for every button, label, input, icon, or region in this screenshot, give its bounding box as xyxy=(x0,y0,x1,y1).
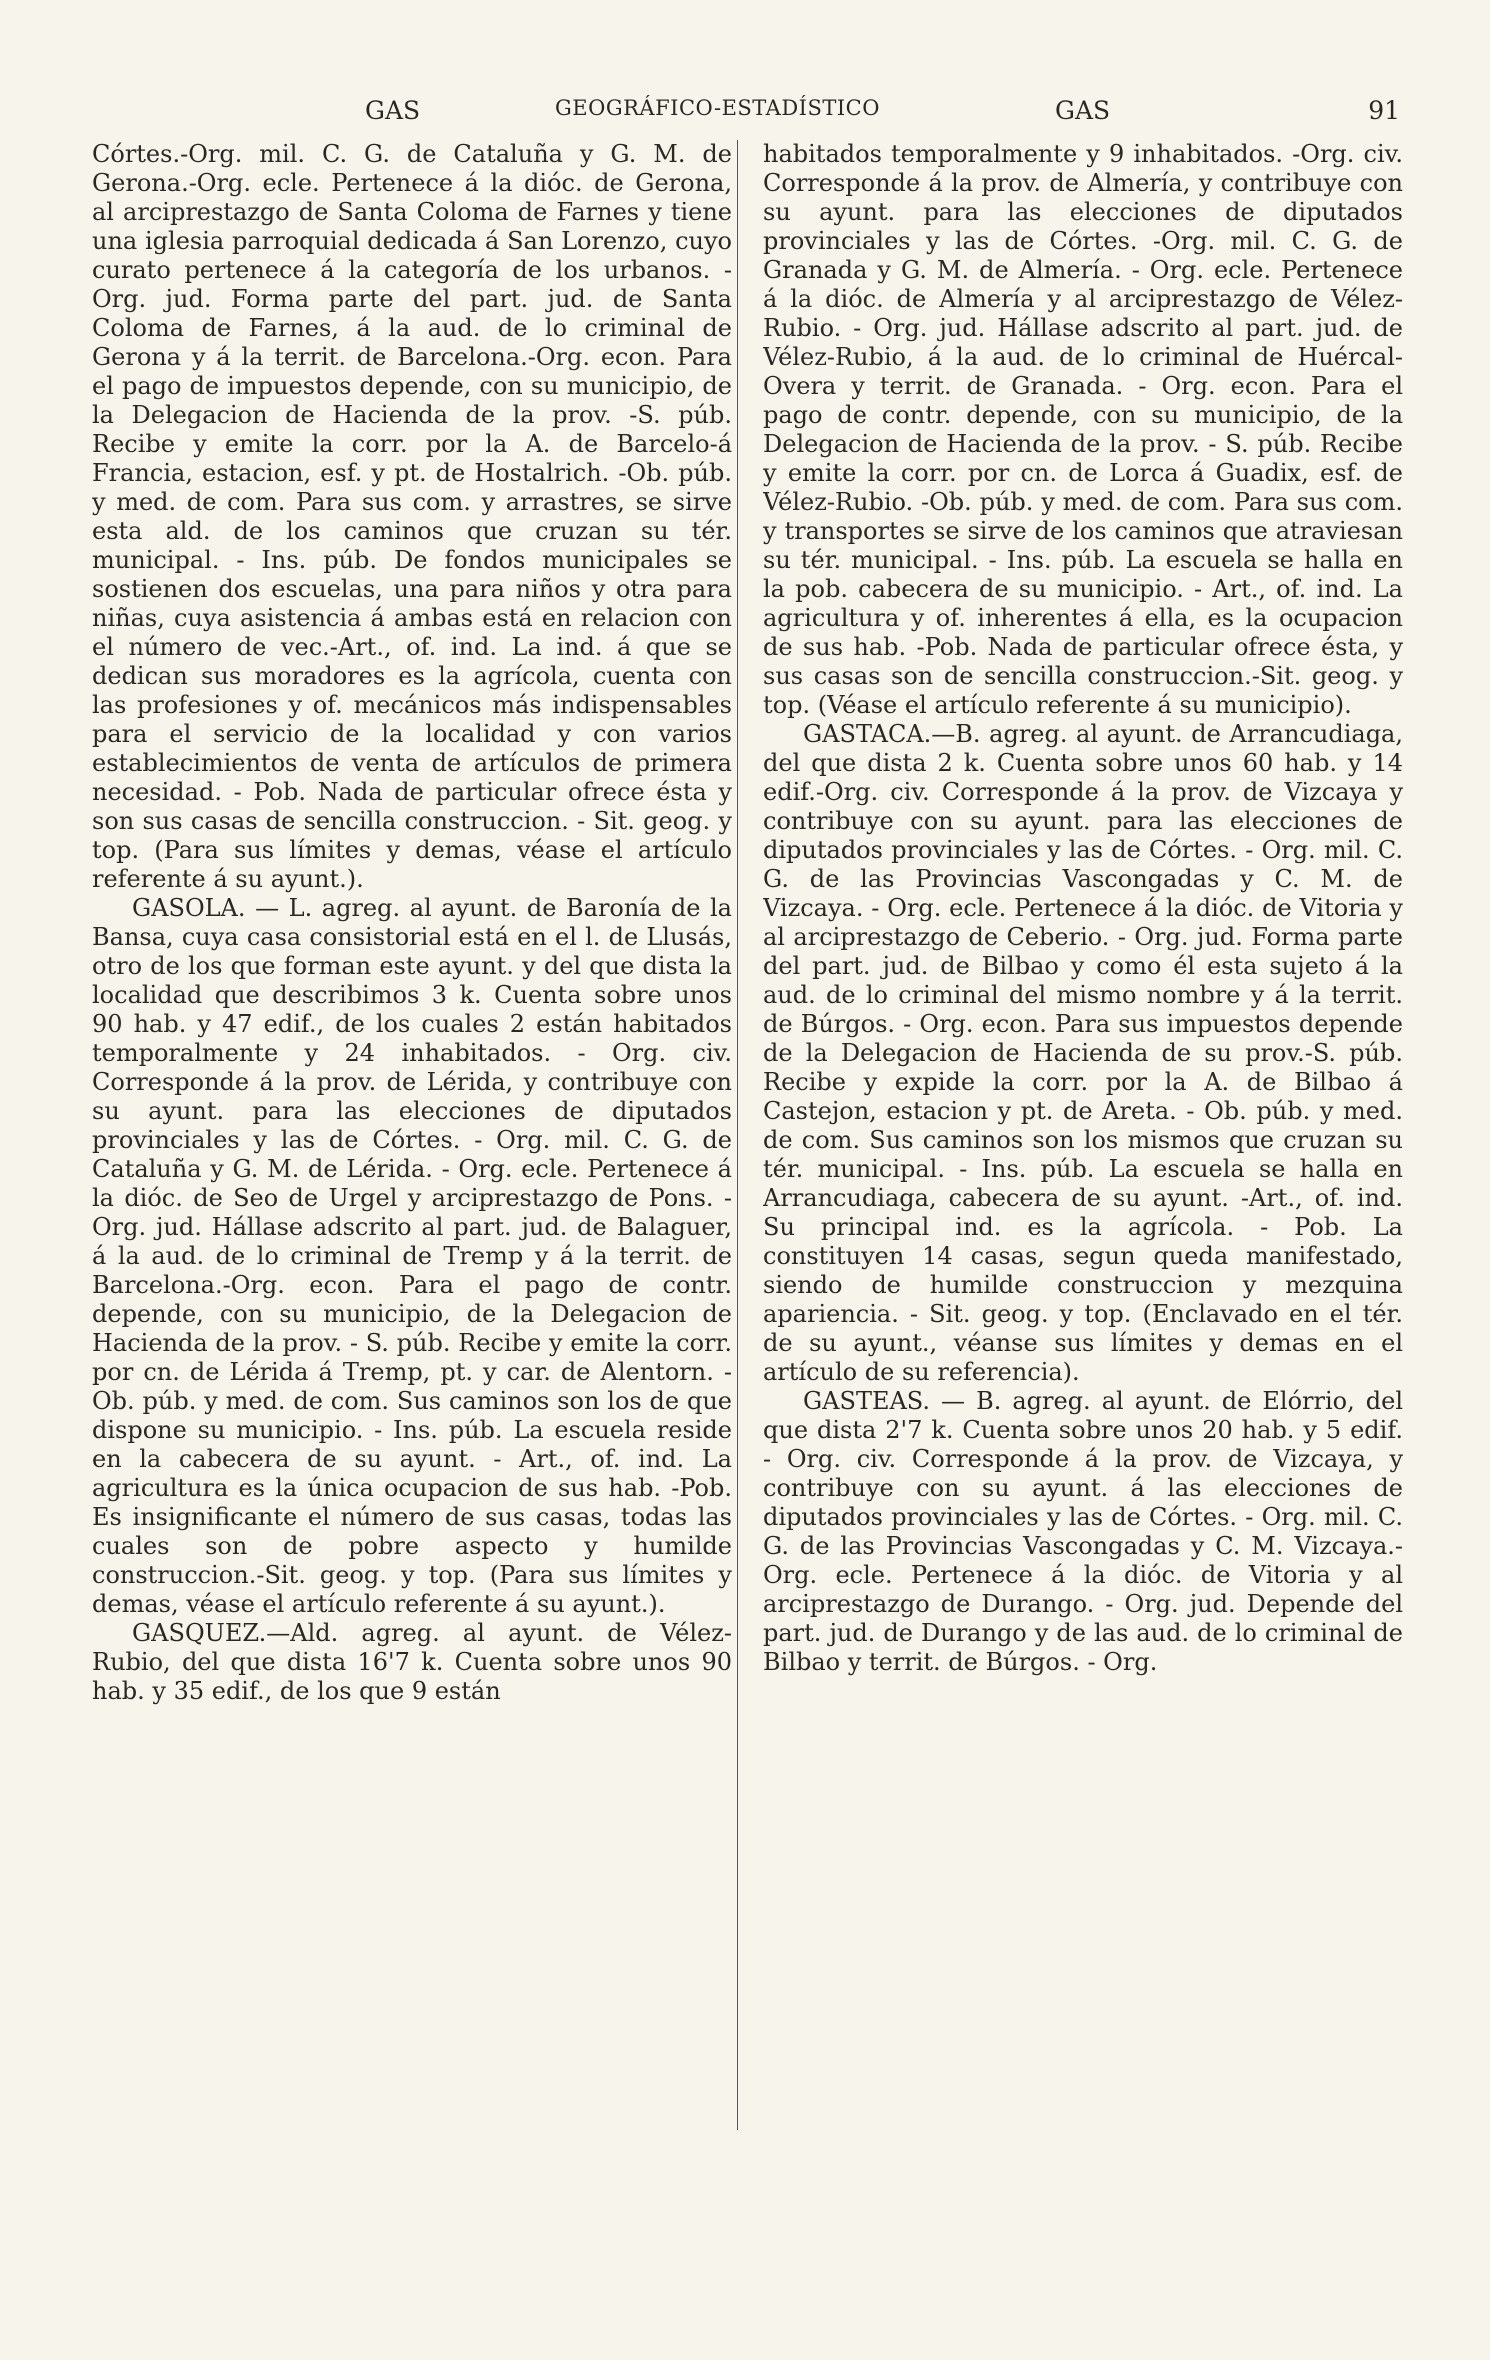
header-center-title: GEOGRÁFICO-ESTADÍSTICO xyxy=(555,96,880,120)
running-header xyxy=(90,96,1400,136)
right-column xyxy=(763,140,1403,2340)
header-right-word: GAS xyxy=(1055,96,1111,125)
entry-paragraph: habitados temporalmente y 9 inhabitados. -Org. civ. Corresponde á la prov. de Almería, y contribuye con su ayunt. para las elecciones de diputados provinciales y las de Córtes. -Org. mil. C. G. de Granada y G. M. de Almería. - Org. ecle. Pertenece á la dióc. de Almería y al arciprestazgo de Vélez-Rubio. - Org. jud. Hállase adscrito al part. jud. de Vélez-Rubio, á la aud. de lo criminal de Huércal-Overa y territ. de Granada. - Org. econ. Para el pago de contr. depende, con su municipio, de la Delegacion de Hacienda de la prov. - S. púb. Recibe y emite la corr. por cn. de Lorca á Guadix, esf. de Vélez-Rubio. -Ob. púb. y med. de com. Para sus com. y transportes se sirve de los caminos que atraviesan su tér. municipal. - Ins. púb. La escuela se halla en la pob. cabecera de su municipio. - Art., of. ind. La agricultura y of. inherentes á ella, es la ocupacion de sus hab. -Pob. Nada de particular ofrece ésta, y sus casas son de sencilla construccion.-Sit. geog. y top. (Véase el artículo referente á su municipio). xyxy=(763,140,1403,719)
entry-paragraph: GASTACA.—B. agreg. al ayunt. de Arrancudiaga, del que dista 2 k. Cuenta sobre unos 60 hab. y 14 edif.-Org. civ. Corresponde á la prov. de Vizcaya y contribuye con su ayunt. para las elecciones de diputados provinciales y las de Córtes. - Org. mil. C. G. de las Provincias Vascongadas y C. M. de Vizcaya. - Org. ecle. Pertenece á la dióc. de Vitoria y al arciprestazgo de Ceberio. - Org. jud. Forma parte del part. jud. de Bilbao y como él esta sujeto á la aud. de lo criminal del mismo nombre y á la territ. de Búrgos. - Org. econ. Para sus impuestos depende de la Delegacion de Hacienda de su prov.-S. púb. Recibe y expide la corr. por la A. de Bilbao á Castejon, estacion y pt. de Areta. - Ob. púb. y med. de com. Sus caminos son los mismos que cruzan su tér. municipal. - Ins. púb. La escuela se halla en Arrancudiaga, cabecera de su ayunt. -Art., of. ind. Su principal ind. es la agrícola. - Pob. La constituyen 14 casas, segun queda manifestado, siendo de humilde construccion y mezquina apariencia. - Sit. geog. y top. (Enclavado en el tér. de su ayunt., véanse sus límites y demas en el artículo de su referencia). xyxy=(763,720,1403,1386)
entry-paragraph: GASOLA. — L. agreg. al ayunt. de Baronía de la Bansa, cuya casa consistorial está en el l. de Llusás, otro de los que forman este ayunt. y del que dista la localidad que describimos 3 k. Cuenta sobre unos 90 hab. y 47 edif., de los cuales 2 están habitados temporalmente y 24 inhabitados. - Org. civ. Corresponde á la prov. de Lérida, y contribuye con su ayunt. para las elecciones de diputados provinciales y las de Córtes. - Org. mil. C. G. de Cataluña y G. M. de Lérida. - Org. ecle. Pertenece á la dióc. de Seo de Urgel y arciprestazgo de Pons. - Org. jud. Hállase adscrito al part. jud. de Balaguer, á la aud. de lo criminal de Tremp y á la territ. de Barcelona.-Org. econ. Para el pago de contr. depende, con su municipio, de la Delegacion de Hacienda de la prov. - S. púb. Recibe y emite la corr. por cn. de Lérida á Tremp, pt. y car. de Alentorn. - Ob. púb. y med. de com. Sus caminos son los de que dispone su municipio. - Ins. púb. La escuela reside en la cabecera de su ayunt. - Art., of. ind. La agricultura es la única ocupacion de sus hab. -Pob. Es insignificante el número de sus casas, todas las cuales son de pobre aspecto y humilde construccion.-Sit. geog. y top. (Para sus límites y demas, véase el artículo referente á su ayunt.). xyxy=(92,894,732,1618)
left-column xyxy=(92,140,732,2340)
entry-paragraph: GASTEAS. — B. agreg. al ayunt. de Elórrio, del que dista 2'7 k. Cuenta sobre unos 20 hab. y 5 edif. - Org. civ. Corresponde á la prov. de Vizcaya, y contribuye con su ayunt. á las elecciones de diputados provinciales y las de Córtes. - Org. mil. C. G. de las Provincias Vascongadas y C. M. Vizcaya.-Org. ecle. Pertenece á la dióc. de Vitoria y al arciprestazgo de Durango. - Org. jud. Depende del part. jud. de Durango y de las aud. de lo criminal de Bilbao y territ. de Búrgos. - Org. xyxy=(763,1387,1403,1676)
entry-paragraph: GASQUEZ.—Ald. agreg. al ayunt. de Vélez-Rubio, del que dista 16'7 k. Cuenta sobre unos 90 hab. y 35 edif., de los que 9 están xyxy=(92,1619,732,1705)
page-number: 91 xyxy=(1368,96,1400,125)
column-divider xyxy=(737,140,738,2130)
header-left-word: GAS xyxy=(365,96,421,125)
entry-paragraph: Córtes.-Org. mil. C. G. de Cataluña y G. M. de Gerona.-Org. ecle. Pertenece á la dióc. de Gerona, al arciprestazgo de Santa Coloma de Farnes y tiene una iglesia parroquial dedicada á San Lorenzo, cuyo curato pertenece á la categoría de los urbanos. - Org. jud. Forma parte del part. jud. de Santa Coloma de Farnes, á la aud. de lo criminal de Gerona y á la territ. de Barcelona.-Org. econ. Para el pago de impuestos depende, con su municipio, de la Delegacion de Hacienda de la prov. -S. púb. Recibe y emite la corr. por la A. de Barcelo-á Francia, estacion, esf. y pt. de Hostalrich. -Ob. púb. y med. de com. Para sus com. y arrastres, se sirve esta ald. de los caminos que cruzan su tér. municipal. - Ins. púb. De fondos municipales se sostienen dos escuelas, una para niños y otra para niñas, cuya asistencia á ambas está en relacion con el número de vec.-Art., of. ind. La ind. á que se dedican sus moradores es la agrícola, cuenta con las profesiones y of. mecánicos más indispensables para el servicio de la localidad y con varios establecimientos de venta de artículos de primera necesidad. - Pob. Nada de particular ofrece ésta y son sus casas de sencilla construccion. - Sit. geog. y top. (Para sus límites y demas, véase el artículo referente á su ayunt.). xyxy=(92,140,732,893)
